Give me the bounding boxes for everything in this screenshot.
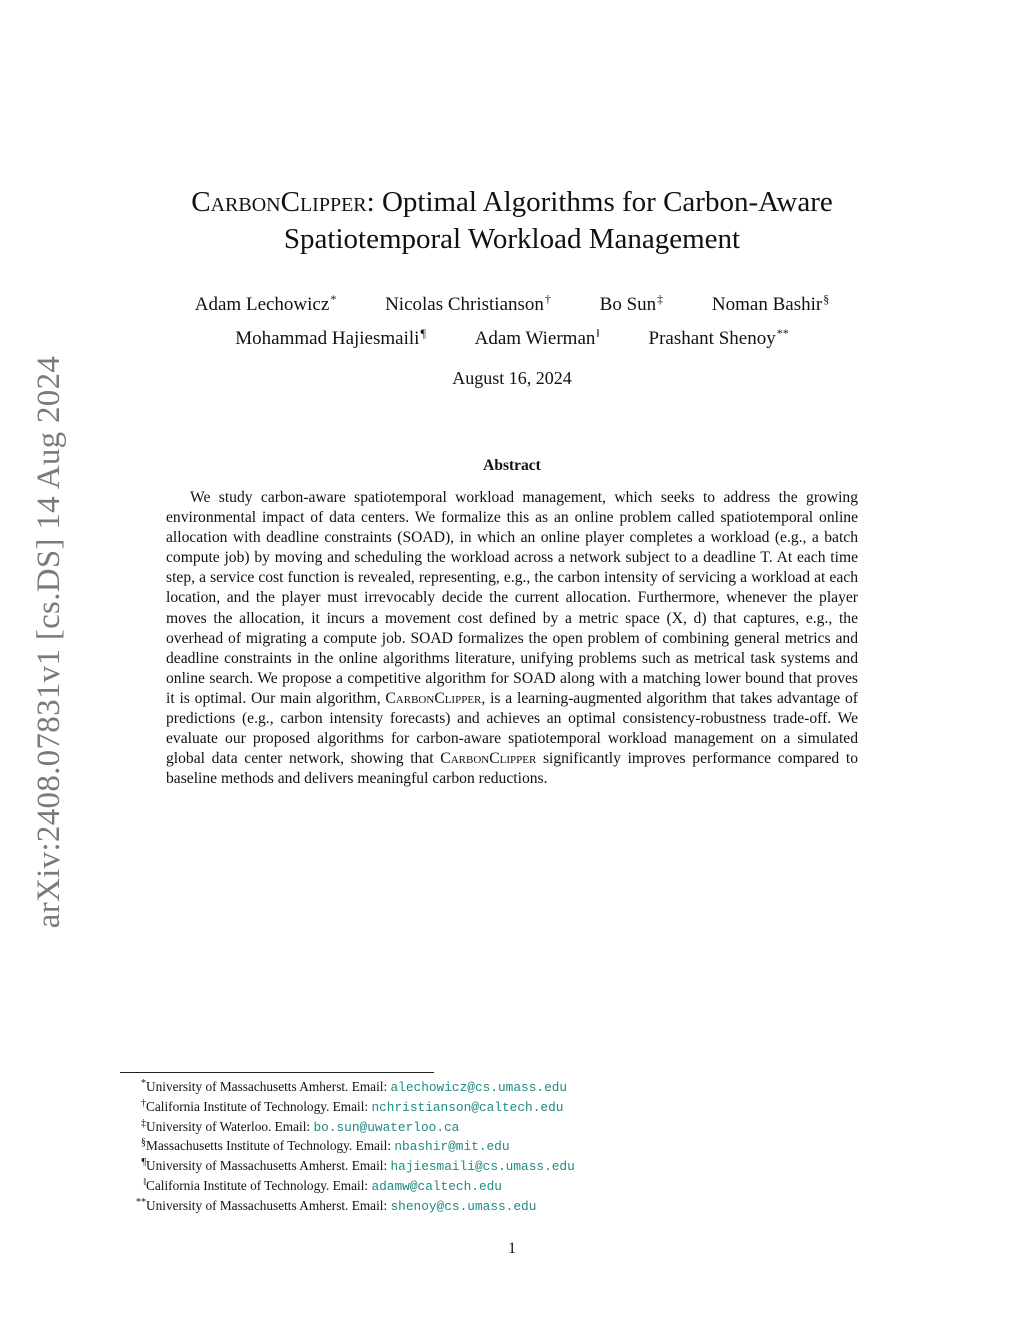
footnote-email-link[interactable]: shenoy@cs.umass.edu [390,1198,537,1214]
abstract-text-part2: , is a learning-augmented algorithm that takes advantage of predictions (e.g., carbon intensity forecasts) and achieves an optimal consistency-robustness trade-off. We evaluate our proposed algorithms for carbon-aware spatiotemporal workload management on a simulated global data center network, showing that [166,689,858,768]
paper-title [112,184,912,258]
footnote-affiliation: University of Massachusetts Amherst. Email: [146,1197,391,1213]
author [649,326,789,350]
author-footnote-mark: * [330,292,337,306]
author-footnote-mark: ** [776,326,789,340]
author-footnote-mark: ¶ [420,326,426,340]
author-footnote-mark: § [823,292,830,306]
abstract-algorithm-name: CarbonClipper [385,689,482,707]
footnote-affiliation: California Institute of Technology. Email: [146,1177,372,1193]
author-footnote-mark: ‖ [596,326,600,340]
footnote-affiliation: University of Massachusetts Amherst. Email: [146,1158,391,1174]
author-name: Adam Lechowicz [194,294,330,315]
arxiv-identifier-stamp: arXiv:2408.07831v1 [cs.DS] 14 Aug 2024 [31,355,67,929]
author [600,292,664,316]
footnote [120,1118,820,1138]
footnote-affiliation: California Institute of Technology. Email: [146,1098,372,1114]
footnote [120,1157,820,1177]
author [712,292,829,316]
footnote-email-link[interactable]: hajiesmaili@cs.umass.edu [390,1159,575,1175]
author-footnote-mark: ‡ [657,292,664,306]
footnote-mark: § [141,1137,146,1149]
author-name: Adam Wierman [474,328,596,349]
footnote-mark: ¶ [141,1157,146,1169]
footnote-affiliation: University of Massachusetts Amherst. Email: [146,1079,391,1094]
author-name: Nicolas Christianson [385,294,544,315]
footnote [120,1137,820,1157]
footnote-mark: * [141,1078,146,1089]
abstract-algorithm-name: CarbonClipper [440,750,537,768]
footnote-email-link[interactable]: bo.sun@uwaterloo.ca [313,1119,460,1135]
publication-date: August 16, 2024 [452,368,572,388]
footnote [120,1098,820,1118]
author-footnote-mark: † [544,292,551,306]
footnote-mark: ** [136,1196,146,1208]
abstract-heading: Abstract [483,457,541,474]
author-name: Prashant Shenoy [648,328,776,349]
authors-row-2 [112,326,912,350]
title-line2: Spatiotemporal Workload Management [283,223,741,255]
abstract-body [166,488,858,789]
page-number: 1 [508,1240,516,1257]
footnotes [120,1078,820,1217]
title-algorithm-name: CarbonClipper [191,186,367,218]
footnote-mark: † [141,1097,146,1109]
footnote-divider [120,1072,434,1073]
footnote [120,1177,820,1197]
author-name: Noman Bashir [711,294,823,315]
footnote-email-link[interactable]: nchristianson@caltech.edu [371,1099,564,1115]
footnote-email-link[interactable]: nbashir@mit.edu [394,1139,510,1155]
footnote [120,1078,820,1098]
author [475,326,600,350]
author-name: Mohammad Hajiesmaili [235,328,420,349]
abstract-text-part3: significantly improves performance compared to baseline methods and delivers meaningful carbon reductions. [166,750,859,788]
author [385,292,551,316]
footnote-email-link[interactable]: alechowicz@cs.umass.edu [390,1080,568,1095]
author [195,292,337,316]
abstract-text-part1: We study carbon-aware spatiotemporal workload management, which seeks to address the growing environmental impact of data centers. We formalize this as an online problem called spatiotemporal online allocation with deadline constraints (SOAD), in which an online player completes a workload (e.g., a batch compute job) by moving and scheduling the workload across a network subject to a deadline T. At each time step, a service cost function is revealed, representing, e.g., the carbon intensity of servicing a workload at each location, and the player must irrevocably decide the current allocation. Furthermore, whenever the player moves the allocation, it incurs a movement cost defined by a metric space (X, d) that captures, e.g., the overhead of migrating a compute job. SOAD formalizes the open problem of combining general metrics and deadline constraints in the online algorithms literature, unifying problems such as metrical task systems and online search. We propose a competitive algorithm for SOAD along with a matching lower bound that proves it is optimal. Our main algorithm, [166,489,858,707]
footnote [120,1197,820,1217]
footnote-affiliation: University of Waterloo. Email: [146,1118,314,1134]
footnote-mark: ‡ [141,1117,146,1129]
author [235,326,426,350]
author-name: Bo Sun [599,294,657,315]
authors-row-1 [112,292,912,316]
title-line1-rest: : Optimal Algorithms for Carbon-Aware [366,186,833,218]
footnote-mark: ‖ [143,1176,146,1188]
footnote-email-link[interactable]: adamw@caltech.edu [371,1178,502,1194]
footnote-affiliation: Massachusetts Institute of Technology. Email: [146,1138,395,1154]
